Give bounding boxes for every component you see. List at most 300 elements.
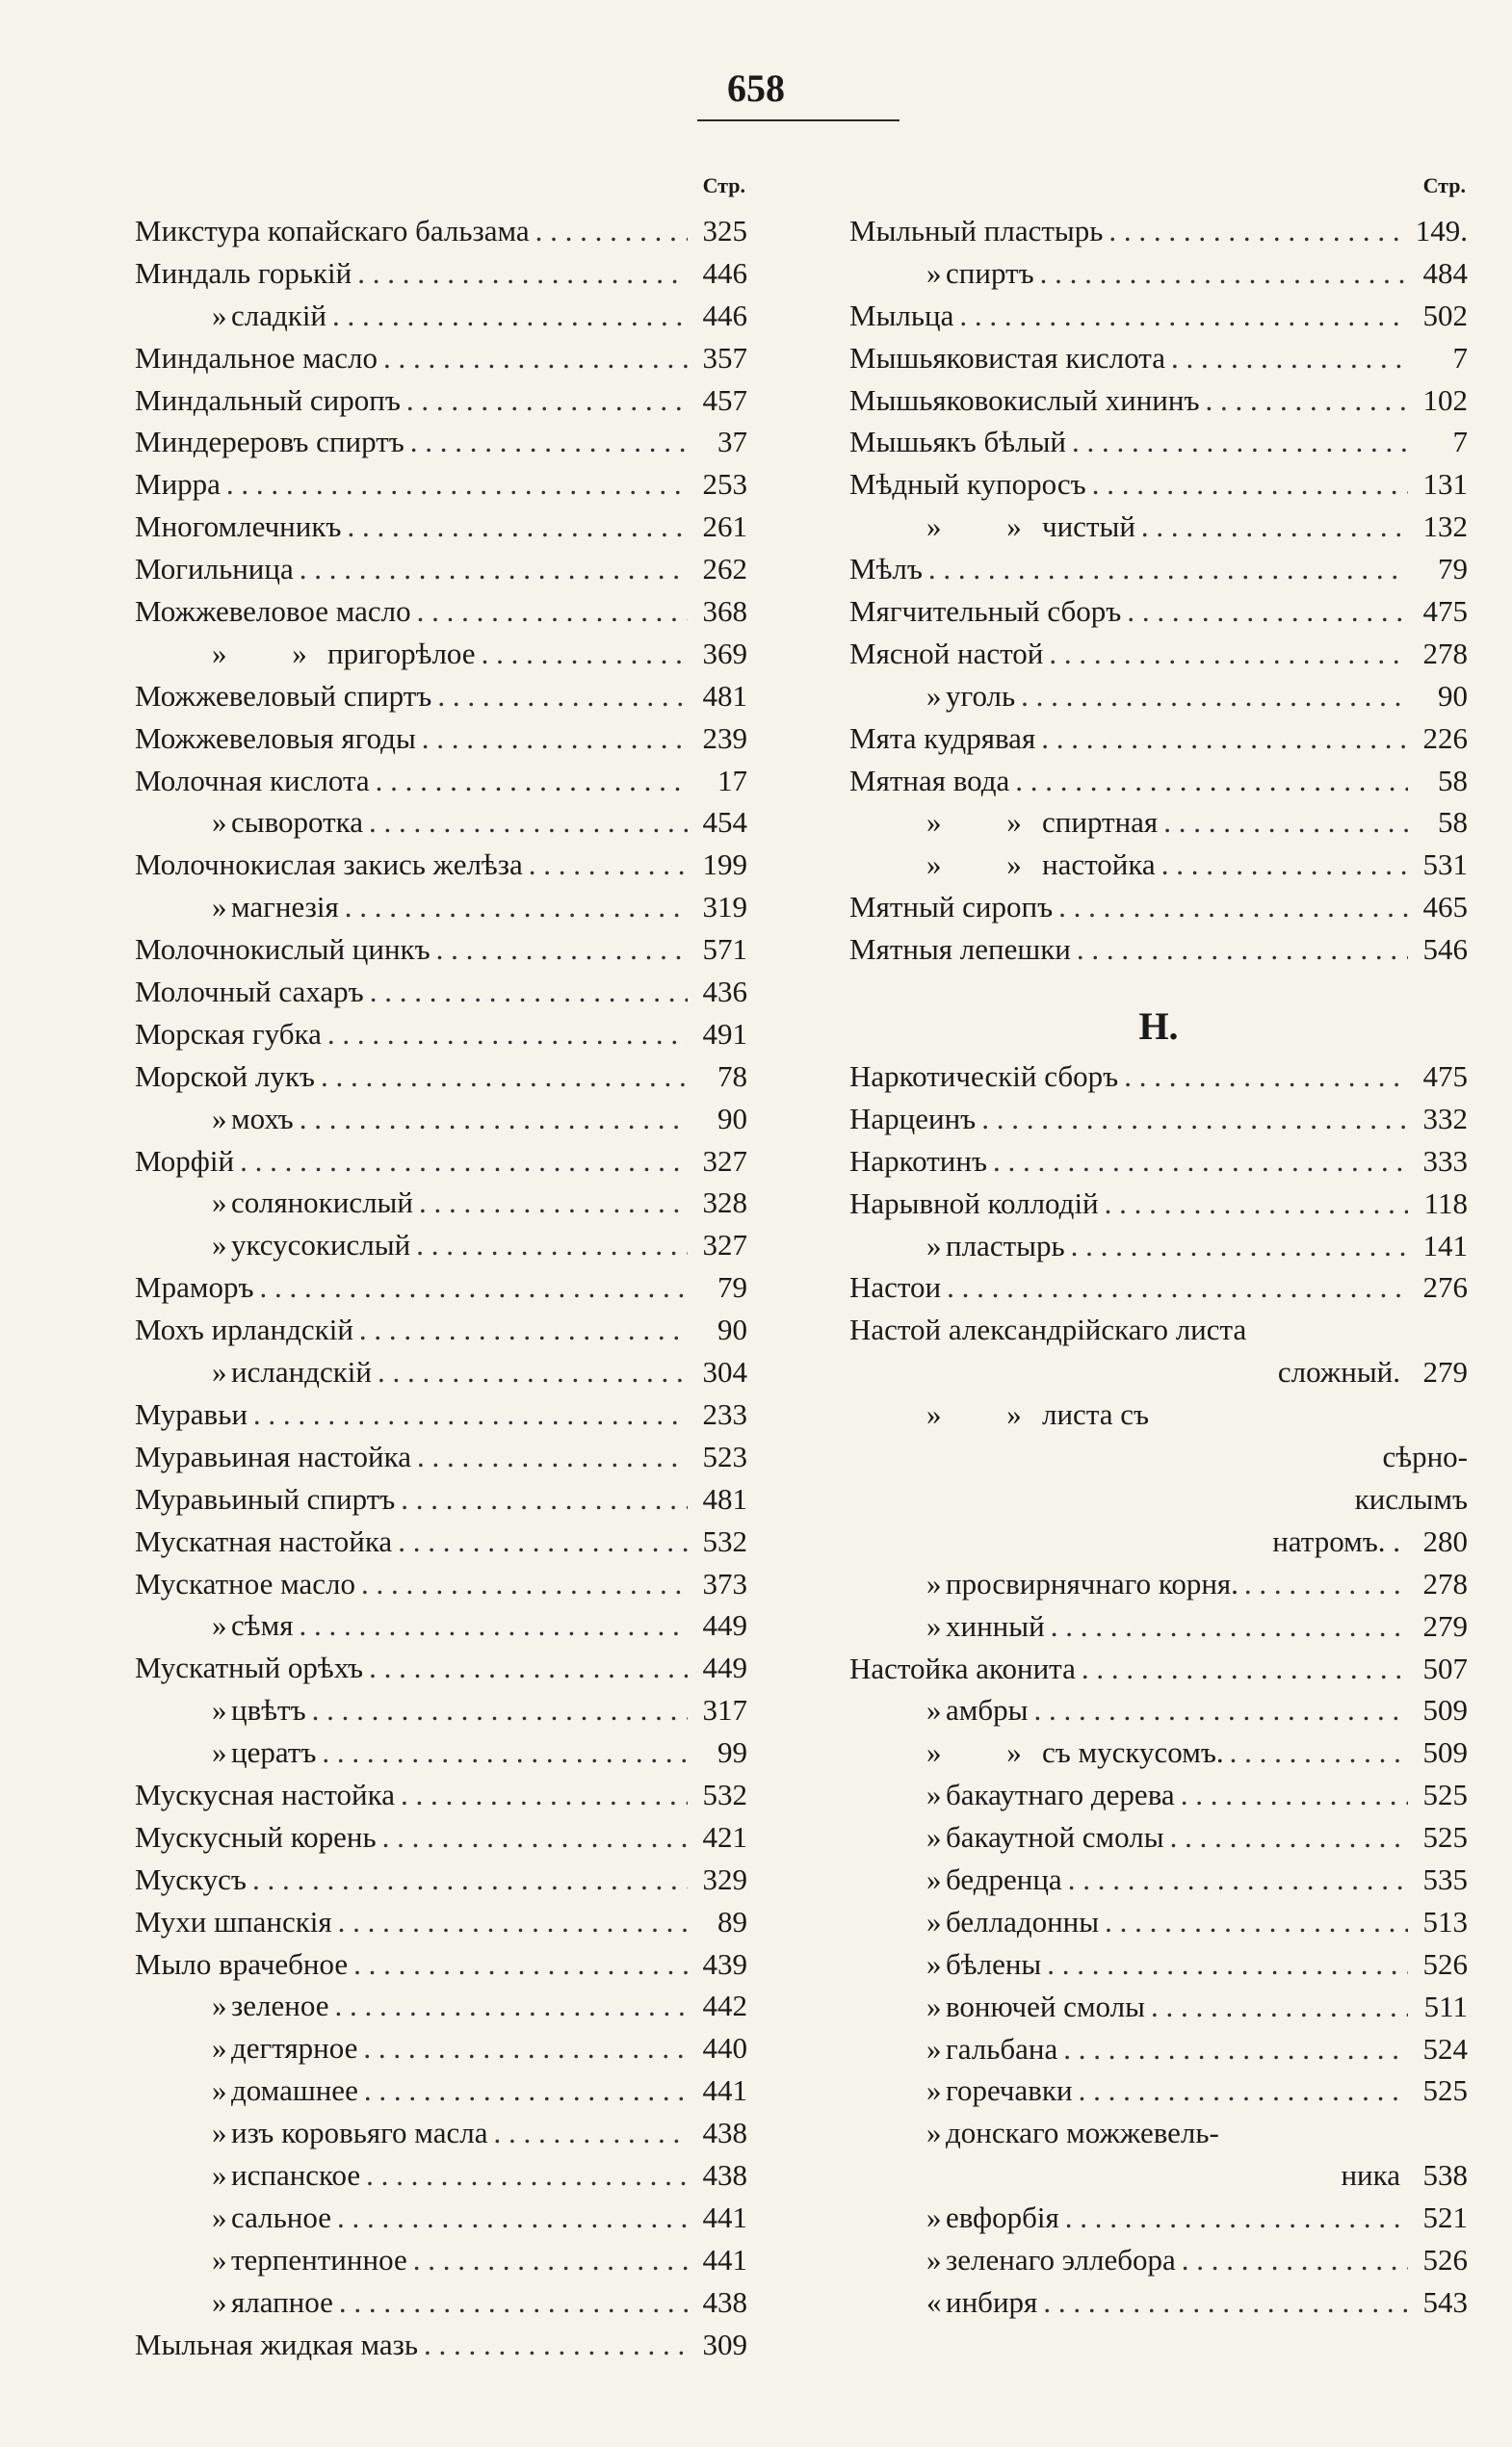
ditto-mark: » [212,298,227,332]
entry-term: Морской лукъ [135,1058,315,1093]
ditto-mark: » [212,890,227,924]
page-ref: 79 [717,1270,747,1305]
index-entry [849,295,1468,337]
dot-leader [345,886,688,928]
index-entry [135,295,747,337]
entry-term: Мыло врачебное [135,1946,349,1981]
entry-term: исландскій [231,1355,372,1390]
page-column-header: Стр. [702,173,745,197]
index-entry [849,1648,1468,1690]
index-entry [135,2324,747,2366]
entry-term: Мышьяковокислый хининъ [849,382,1200,417]
dot-leader [347,506,688,548]
page-ref: 543 [1422,2284,1468,2319]
entry-term: чистый [1042,509,1135,544]
dot-leader [338,1901,688,1943]
entry-term: Наркотическій сборъ [849,1059,1119,1094]
dot-leader [376,760,688,802]
page-ref: 441 [702,2242,747,2277]
dot-leader [417,590,688,633]
ditto-mark: » [212,1735,227,1770]
dot-leader [353,1943,688,1986]
ditto-mark: » » [926,847,1022,882]
index-entry [135,1647,747,1689]
entry-term: Многомлечникъ [135,509,342,544]
index-entry [135,1224,747,1266]
ditto-mark: » [926,678,942,713]
entry-term: настойка [1042,847,1156,882]
entry-term: Миндальное масло [135,340,378,375]
page-ref: 7 [1452,340,1468,375]
page-ref: 319 [702,890,747,924]
page-ref: 7 [1452,425,1468,459]
index-entry [849,1859,1468,1901]
entry-term: инбиря [946,2284,1038,2319]
page-ref: 454 [702,805,747,840]
entry-term: изъ коровьяго масла [231,2116,488,2150]
entry-term: Мускусный корень [135,1819,377,1854]
entry-term: зеленое [231,1989,329,2023]
page-ref: 449 [702,1608,747,1643]
index-entry-continuation [849,1521,1468,1563]
page-ref: 279 [1422,1355,1468,1390]
index-entry [135,252,747,295]
index-entry [849,928,1468,971]
dot-leader [322,1731,688,1774]
index-entry [135,421,747,463]
ditto-mark: » [212,1101,227,1135]
page-ref: 475 [1422,594,1468,629]
dot-leader [383,337,688,379]
entry-term: сложный. [1277,1355,1400,1390]
page-ref: 457 [702,382,747,417]
index-entry [849,1225,1468,1267]
dot-leader [1072,421,1408,463]
page-ref: 441 [702,2073,747,2108]
page-ref: 446 [702,298,747,332]
index-entry [849,1098,1468,1140]
entry-term: бѣлены [946,1946,1042,1981]
page-ref: 440 [702,2031,747,2066]
ditto-mark: » » [926,509,1022,544]
index-entry [135,1859,747,1901]
page-ref: 535 [1422,1861,1468,1896]
dot-leader [357,252,688,295]
index-entry-continuation [849,1478,1468,1521]
page-ref: 509 [1422,1693,1468,1728]
entry-term: листа съ [1042,1397,1150,1432]
index-entry [849,590,1468,633]
dot-leader [482,633,688,675]
index-entry [849,760,1468,802]
entry-term: Молочнокислая закись желѣза [135,847,523,882]
entry-term: Микстура копайскаго бальзама [135,214,530,247]
dot-leader [332,295,688,337]
index-entry [135,1943,747,1986]
index-entry [849,1393,1468,1436]
index-entry [849,1140,1468,1183]
index-entry [849,1774,1468,1816]
ditto-mark: » [926,2242,942,2277]
page-ref: 78 [717,1058,747,1093]
entry-term: Мятный сиропъ [849,890,1054,924]
dot-leader [981,1098,1408,1140]
dot-leader [1171,337,1408,379]
index-entry [135,2197,747,2239]
page-number: 658 [727,66,785,110]
page-ref: 329 [702,1861,747,1896]
index-entry [135,886,747,928]
dot-leader [401,1478,688,1521]
index-entry [849,1055,1468,1098]
index-entry [135,1774,747,1816]
page-ref: 511 [1423,1989,1468,2023]
dot-leader [1141,506,1408,548]
entry-term: Мѣдный купоросъ [849,467,1086,502]
page-ref: 327 [702,1228,747,1263]
page-ref: 481 [702,1481,747,1516]
page-ref: 99 [717,1735,747,1770]
entry-term: Мясной настой [849,636,1044,670]
entry-term: сладкій [231,298,327,332]
index-entry [849,1309,1468,1351]
ditto-mark: » [926,1778,942,1812]
dot-leader [1244,1563,1408,1605]
page-ref: 90 [717,1101,747,1135]
index-entry [135,590,747,633]
page-ref: 465 [1422,890,1468,924]
entry-term: Муравьи [135,1396,248,1431]
dot-leader [1040,252,1408,295]
entry-term: уголь [946,678,1016,713]
dot-leader [240,1140,688,1183]
page-ref: 521 [1422,2200,1468,2235]
dot-leader [1043,2281,1408,2324]
page-ref: 327 [702,1143,747,1178]
index-entry [849,844,1468,886]
entry-term: Мятныя лепешки [849,932,1071,967]
page-ref: 373 [702,1566,747,1601]
dot-leader [535,210,688,252]
page-ref: 279 [1422,1608,1468,1643]
dot-leader [363,2027,688,2070]
index-entry [849,1183,1468,1225]
index-entry [849,1689,1468,1731]
entry-term: Мѣлъ [849,552,923,586]
page-ref: 538 [1422,2158,1468,2193]
entry-term: Мускусъ [135,1861,247,1896]
index-entry [135,1985,747,2027]
index-entry [849,548,1468,590]
page-ref: 502 [1422,298,1468,332]
index-entry [849,1266,1468,1309]
index-list [135,210,747,2365]
page-ref: 149. [1415,214,1468,247]
entry-term: цератъ [231,1735,317,1770]
page-ref: 239 [702,720,747,755]
index-entry [135,1816,747,1859]
page-ref: 276 [1422,1270,1468,1305]
dot-leader [416,1224,688,1266]
page-ref: 89 [717,1904,747,1939]
index-list [849,1055,1468,2324]
ditto-mark: » » [212,636,307,670]
entry-term: Наркотинъ [849,1143,987,1178]
entry-term: Миндереровъ спиртъ [135,425,404,459]
ditto-mark: » [212,1989,227,2023]
page-ref: 532 [702,1523,747,1558]
dot-leader [369,801,688,844]
entry-term: домашнее [231,2073,358,2108]
dot-leader [1082,1648,1408,1690]
page-ref: 132 [1422,509,1468,544]
index-entry [849,463,1468,506]
entry-term: Мыльца [849,298,954,332]
index-entry [135,1689,747,1731]
entry-term: Можжевеловое масло [135,594,411,629]
page-ref: 253 [702,467,747,502]
index-entry [849,2070,1468,2112]
index-entry [849,1901,1468,1943]
entry-term: Нарцеинъ [849,1101,977,1135]
page-ref: 102 [1422,382,1468,417]
dot-leader [398,1521,688,1563]
page-ref: 509 [1422,1735,1468,1770]
page-ref: 513 [1422,1904,1468,1939]
dot-leader [1124,1055,1408,1098]
header-rule [697,119,899,121]
index-entry [135,2027,747,2070]
index-entry [135,1478,747,1521]
entry-term: мохъ [231,1101,294,1135]
index-entry [135,1013,747,1055]
index-entry [135,1604,747,1647]
entry-term: сѣмя [231,1608,294,1643]
page-ref: 446 [702,255,747,290]
index-entry [849,252,1468,295]
index-entry [849,1605,1468,1648]
page-ref: 439 [702,1946,747,1981]
page-ref: 546 [1422,932,1468,967]
entry-term: Мускатный орѣхъ [135,1651,364,1685]
entry-term: бакаутной смолы [946,1820,1164,1855]
entry-term: съ мускусомъ. [1042,1735,1224,1770]
entry-term: Настойка аконита [849,1651,1076,1685]
entry-term: Могильница [135,552,294,586]
entry-term: испанское [231,2157,361,2192]
ditto-mark: » [926,1608,942,1643]
entry-term: бедренца [946,1861,1062,1896]
dot-leader [1071,1225,1408,1267]
entry-term: Мыльная жидкая мазь [135,2327,419,2361]
page-ref: 481 [702,678,747,713]
dot-leader [1182,2239,1408,2281]
section-letter: Н. [1138,1004,1179,1049]
page-ref: 523 [702,1439,747,1473]
dot-leader [361,1563,688,1605]
page-ref: 369 [702,636,747,670]
page-ref: 526 [1422,1946,1468,1981]
page-ref: 37 [717,425,747,459]
index-entry [135,2281,747,2324]
dot-leader [1065,2197,1408,2239]
page-ref: 233 [702,1396,747,1431]
page-ref: 571 [702,932,747,967]
page-ref: 17 [717,763,747,797]
page-ref: 531 [1422,847,1468,882]
index-entry-continuation [849,1436,1468,1478]
page-ref: 118 [1423,1185,1468,1220]
entry-term: магнезія [231,890,339,924]
entry-term: Настой александрійскаго листа [849,1313,1247,1347]
index-entry [849,2239,1468,2281]
dot-leader [382,1816,688,1859]
entry-term: Миндальный сиропъ [135,382,401,417]
ditto-mark: » » [926,1735,1022,1770]
dot-leader [1170,1816,1408,1859]
index-entry [849,633,1468,675]
page-ref: 525 [1422,1778,1468,1812]
page-ref: 332 [1422,1101,1468,1135]
dot-leader [370,971,688,1013]
page-ref: 261 [702,509,747,544]
dot-leader [493,2112,688,2154]
dot-leader [959,295,1408,337]
page-ref: 58 [1438,805,1468,840]
page-ref: 438 [702,2116,747,2150]
index-entry [135,1521,747,1563]
ditto-mark: » [212,1228,227,1263]
dot-leader [364,2070,688,2112]
index-entry [135,379,747,422]
dot-leader [1041,717,1408,760]
dot-leader [1063,2028,1408,2070]
entry-term: Мыльный пластырь [849,214,1104,247]
index-entry [135,1731,747,1774]
entry-term: Мирра [135,467,221,502]
page-ref: 532 [702,1777,747,1811]
ditto-mark: » [926,2031,942,2066]
index-entry [849,1563,1468,1605]
dot-leader [1108,210,1408,252]
index-entry [135,1436,747,1478]
entry-term: Мягчительный сборъ [849,594,1122,629]
dot-leader [417,1436,688,1478]
dot-leader [1077,928,1408,971]
entry-term: Настои [849,1270,942,1305]
entry-term: амбры [946,1693,1029,1728]
dot-leader [312,1689,688,1731]
dot-leader [366,2154,688,2197]
page-ref: 475 [1422,1059,1468,1094]
index-entry [135,1182,747,1224]
entry-term: Миндаль горькій [135,255,352,290]
page-ref: 262 [702,552,747,586]
dot-leader [406,379,688,422]
entry-term: сѣрно- [1382,1440,1468,1474]
index-entry [135,337,747,379]
entry-term: Мраморъ [135,1270,254,1305]
entry-term: натромъ. . [1272,1523,1400,1558]
index-entry [849,2112,1468,2154]
dot-leader [1033,1689,1408,1731]
entry-term: Молочная кислота [135,763,370,797]
page-ref: 484 [1422,255,1468,290]
entry-term: спиртная [1042,805,1159,840]
entry-term: горечавки [946,2073,1073,2108]
dot-leader [359,1309,688,1351]
entry-term: сальное [231,2200,332,2234]
dot-leader [422,717,688,760]
entry-term: Мята кудрявая [849,720,1036,755]
index-entry [135,760,747,802]
entry-term: гальбана [946,2031,1058,2066]
index-entry [135,1351,747,1393]
page-ref: 524 [1422,2031,1468,2066]
entry-term: Мятная вода [849,763,1010,797]
entry-term: солянокислый [231,1185,413,1220]
ditto-mark: » [926,2116,942,2150]
entry-term: Морская губка [135,1016,322,1051]
page-ref: 325 [702,214,747,247]
ditto-mark: » [212,2284,227,2319]
index-list [849,210,1468,971]
index-entry [135,1266,747,1309]
index-entry [135,210,747,252]
ditto-mark: » [212,2242,227,2277]
ditto-mark: » [926,2200,942,2235]
dot-leader [529,844,688,886]
entry-term: пригорѣлое [327,636,476,670]
dot-leader [1068,1859,1408,1901]
page-ref: 449 [702,1651,747,1685]
entry-term: евфорбія [946,2200,1059,2235]
index-entry [849,1816,1468,1859]
entry-term: Морфій [135,1143,235,1178]
page-ref: 199 [702,847,747,882]
entry-term: Молочнокислый цинкъ [135,932,430,967]
index-entry [849,379,1468,422]
index-entry [135,2239,747,2281]
ditto-mark: » [926,1693,942,1728]
index-entry [135,2112,747,2154]
dot-leader [327,1013,688,1055]
index-entry [849,717,1468,760]
ditto-mark: » » [926,805,1022,840]
page-ref: 438 [702,2157,747,2192]
dot-leader [436,928,688,971]
ditto-mark: » » [926,1397,1022,1432]
page-ref: 90 [1438,678,1468,713]
index-entry [849,210,1468,252]
page-ref: 357 [702,340,747,375]
index-entry [135,1563,747,1605]
index-column-left [135,173,747,2365]
page-ref: 441 [702,2200,747,2234]
index-entry [849,2281,1468,2324]
entry-term: Мышьякъ бѣлый [849,425,1066,459]
entry-term: белладонны [946,1904,1100,1939]
dot-leader [424,2324,688,2366]
entry-term: ялапное [231,2284,333,2319]
dot-leader [1049,633,1408,675]
dot-leader [1206,379,1408,422]
index-entry [849,337,1468,379]
dot-leader [1151,1986,1408,2028]
page-ref: 226 [1422,720,1468,755]
entry-term: зеленаго эллебора [946,2242,1176,2277]
entry-term: Нарывной коллодій [849,1185,1099,1220]
